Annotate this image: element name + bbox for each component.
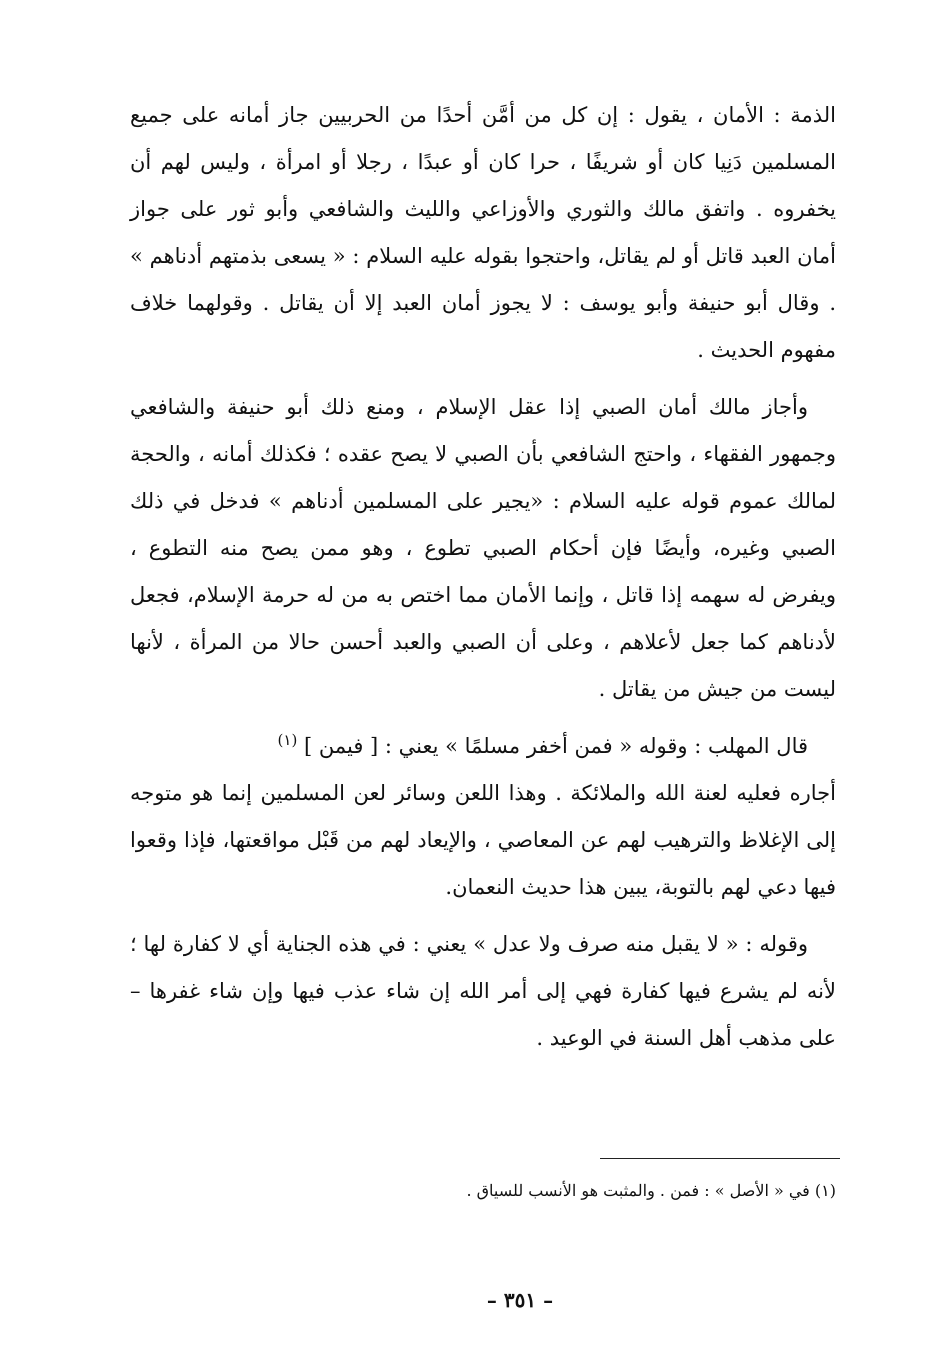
paragraph-4: وقوله : « لا يقبل منه صرف ولا عدل » يعني : في هذه الجناية أي لا كفارة لها ؛ لأنه لم يشرع فيها كفارة فهي إلى أمر الله إن شاء عذب فيها وإن شاء غفرها – على مذهب أهل السنة في الوعيد . xyxy=(130,932,836,1050)
paragraph-3-text: قال المهلب : وقوله « فمن أخفر مسلمًا » يعني : [ فيمن ] xyxy=(304,734,808,758)
footnote-reference[interactable]: (١) xyxy=(277,731,298,749)
paragraph-2: وأجاز مالك أمان الصبي إذا عقل الإسلام ، ومنع ذلك أبو حنيفة والشافعي وجمهور الفقهاء ، واحتج الشافعي بأن الصبي لا يصح عقده ؛ فكذلك أمانه ، والحجة لمالك عموم قوله عليه السلام : «يجير على المسلمين أدناهم » فدخل في ذلك الصبي وغيره، وأيضًا فإن أحكام الصبي تطوع ، وهو ممن يصح منه التطوع ، ويفرض له سهمه إذا قاتل ، وإنما الأمان مما اختص به من له حرمة الإسلام، فجعل لأدناهم كما جعل لأعلاهم ، وعلى أن الصبي والعبد أحسن حالا من المرأة ، لأنها ليست من جيش من يقاتل . xyxy=(130,395,836,701)
footnote-separator xyxy=(600,1158,840,1159)
page-number: – ٣٥١ – xyxy=(486,1288,554,1312)
footnote: (١) في « الأصل » : فمن . والمثبت هو الأنسب للسياق . xyxy=(466,1181,836,1200)
main-text xyxy=(130,92,836,1062)
paragraph-3-continuation: أجاره فعليه لعنة الله والملائكة . وهذا اللعن وسائر لعن المسلمين إنما هو متوجه إلى الإغلاظ والترهيب لهم عن المعاصي ، والإيعاد لهم من قَبْل مواقعتها، فإذا وقعوا فيها دعي لهم بالتوبة، يبين هذا حديث النعمان. xyxy=(130,781,836,899)
paragraph-3 xyxy=(130,723,836,911)
paragraph-1: الذمة : الأمان ، يقول : إن كل من أمَّن أحدًا من الحربيين جاز أمانه على جميع المسلمين دَنِيا كان أو شريفًا ، حرا كان أو عبدًا ، رجلا أو امرأة ، وليس لهم أن يخفروه . واتفق مالك والثوري والأوزاعي والليث والشافعي وأبو ثور على جواز أمان العبد قاتل أو لم يقاتل، واحتجوا بقوله عليه السلام : « يسعى بذمتهم أدناهم » . وقال أبو حنيفة وأبو يوسف : لا يجوز أمان العبد إلا أن يقاتل . وقولهما خلاف مفهوم الحديث . xyxy=(130,103,836,362)
